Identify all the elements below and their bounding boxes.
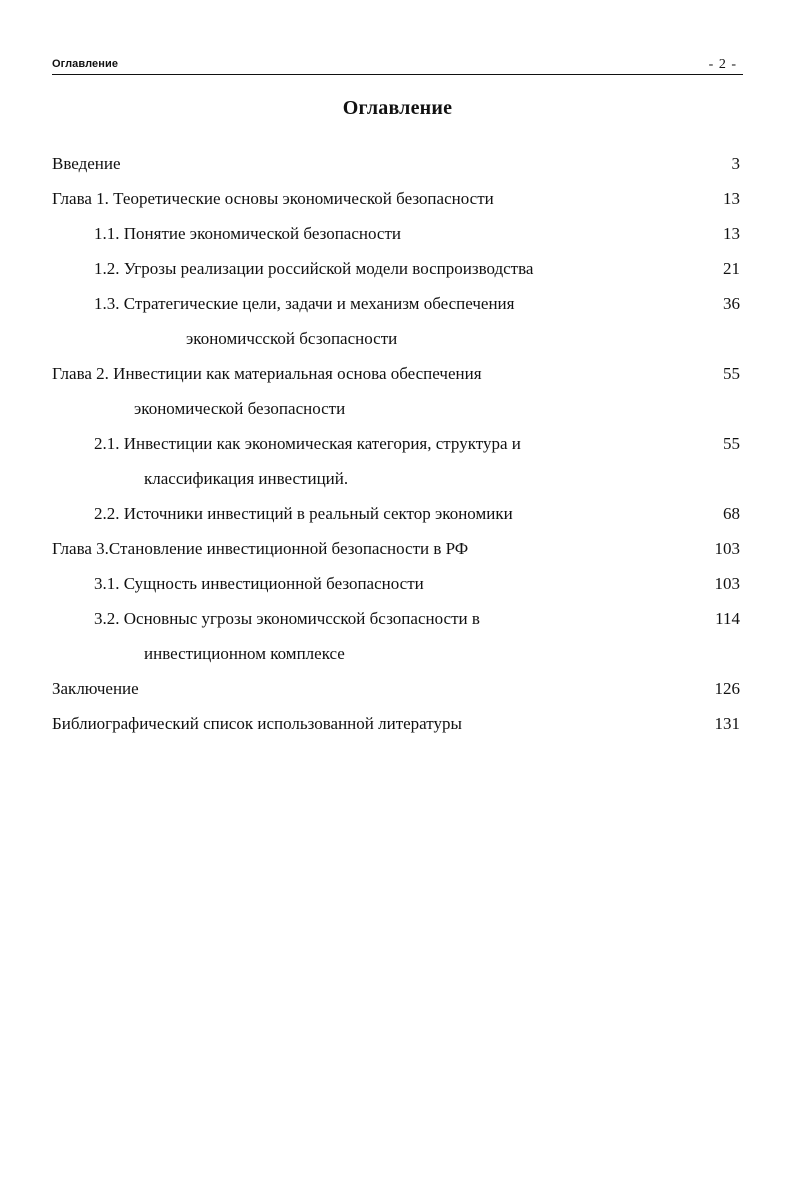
toc-entry-text: 3.1. Сущность инвестиционной безопасности — [94, 574, 424, 593]
toc-entry-bibliography[interactable] — [52, 706, 740, 741]
running-header — [52, 58, 743, 75]
toc-entry-text-continued: экономической безопасности — [134, 399, 346, 418]
toc-entry-section-2-2[interactable] — [52, 496, 740, 531]
toc-entry-section-1-2[interactable] — [52, 251, 740, 286]
toc-entry-page: 131 — [714, 714, 740, 733]
toc-entry-chapter-1[interactable] — [52, 181, 740, 216]
toc-entry-page: 3 — [731, 154, 740, 173]
toc-entry-section-1-1[interactable] — [52, 216, 740, 251]
toc-entry-introduction[interactable] — [52, 146, 740, 181]
toc-entry-page: 68 — [723, 504, 740, 523]
toc-entry-text: Глава 2. Инвестиции как материальная основа обеспечения — [52, 364, 482, 383]
toc-title: Оглавление — [342, 97, 453, 119]
toc-entry-text: 2.2. Источники инвестиций в реальный сектор экономики — [94, 504, 513, 523]
toc-entry-text: 1.2. Угрозы реализации российской модели воспроизводства — [94, 259, 534, 278]
toc-entry-section-1-3[interactable] — [52, 286, 740, 356]
toc-entry-text: 1.1. Понятие экономической безопасности — [94, 224, 401, 243]
toc-entry-page: 103 — [714, 574, 740, 593]
toc-entry-page: 21 — [723, 259, 740, 278]
toc-entry-page: 55 — [723, 364, 740, 383]
running-header-title: Оглавление — [52, 58, 119, 70]
toc-entry-text: 3.2. Основныс угрозы экономичсской бсзопасности в — [94, 609, 480, 628]
toc-entry-page: 126 — [714, 679, 740, 698]
toc-entry-text-continued: инвестиционном комплексе — [144, 644, 345, 663]
toc-entry-page: 36 — [723, 294, 740, 313]
page-number: - 2 - — [708, 57, 737, 72]
toc-entry-text: 2.1. Инвестиции как экономическая категория, структура и — [94, 434, 521, 453]
toc-entry-page: 55 — [723, 434, 740, 453]
table-of-contents — [52, 146, 740, 741]
toc-entry-conclusion[interactable] — [52, 671, 740, 706]
toc-entry-section-3-1[interactable] — [52, 566, 740, 601]
toc-entry-page: 114 — [715, 609, 740, 628]
toc-entry-text-continued: классификация инвестиций. — [144, 469, 349, 488]
toc-entry-page: 13 — [723, 189, 740, 208]
toc-entry-text: Глава 1. Теоретические основы экономической безопасности — [52, 189, 494, 208]
toc-entry-chapter-3[interactable] — [52, 531, 740, 566]
toc-entry-section-2-1[interactable] — [52, 426, 740, 496]
toc-entry-text: Введение — [52, 154, 121, 173]
toc-entry-text: 1.3. Стратегические цели, задачи и механизм обеспечения — [94, 294, 515, 313]
toc-entry-section-3-2[interactable] — [52, 601, 740, 671]
toc-entry-page: 13 — [723, 224, 740, 243]
toc-entry-text-continued: экономичсской бсзопасности — [186, 329, 398, 348]
toc-entry-page: 103 — [714, 539, 740, 558]
toc-entry-text: Глава 3.Становление инвестиционной безопасности в РФ — [52, 539, 469, 558]
toc-entry-text: Библиографический список использованной литературы — [52, 714, 462, 733]
toc-entry-chapter-2[interactable] — [52, 356, 740, 426]
toc-entry-text: Заключение — [52, 679, 139, 698]
